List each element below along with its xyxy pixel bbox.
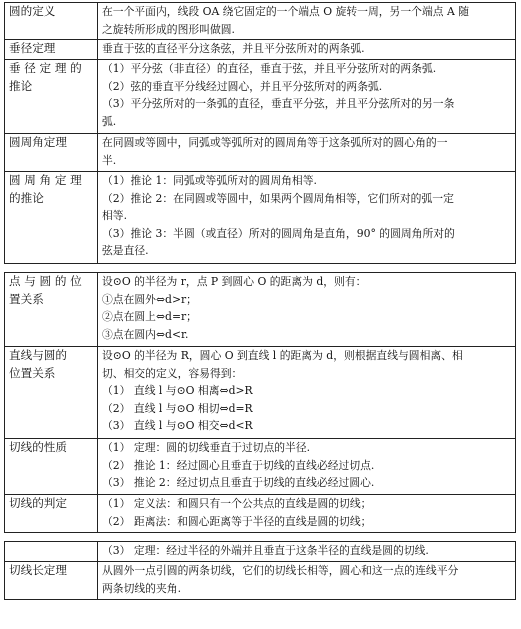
- content-line: （3） 推论 2：经过切点且垂直于切线的直线必经过圆心.: [102, 476, 375, 490]
- row-perpendicular-bisector-theorem: [5, 40, 516, 60]
- content-line: 设⊙O 的半径为 R，圆心 O 到直线 l 的距离为 d，则根据直线与圆相离、相: [102, 349, 463, 362]
- row-line-circle-position: [5, 347, 516, 439]
- content-line: 在一个平面内，线段 OA 绕它固定的一个端点 O 旋转一周，另一个端点 A 随: [102, 5, 469, 18]
- term-cell: [5, 495, 98, 533]
- term-text: 圆周角定理: [9, 135, 67, 149]
- row-tangent-criteria-continued: [5, 542, 516, 562]
- content-cell: [98, 542, 516, 562]
- content-line: 半.: [102, 153, 117, 167]
- content-line: 设⊙O 的半径为 r，点 P 到圆心 O 的距离为 d，则有：: [102, 275, 367, 288]
- content-line: （1） 直线 l 与⊙O 相离⇔d>R: [102, 384, 253, 398]
- content-line: （3） 直线 l 与⊙O 相交⇔d<R: [102, 419, 253, 433]
- term-cell: [5, 439, 98, 495]
- content-line: （1） 定理：圆的切线垂直于过切点的半径.: [102, 441, 311, 454]
- term-cell: [5, 347, 98, 439]
- content-cell: [98, 562, 516, 600]
- content-line: （3）推论 3：半圆（或直径）所对的圆周角是直角，90° 的圆周角所对的: [102, 226, 455, 240]
- content-cell: [98, 3, 516, 40]
- content-line: 相等.: [102, 209, 128, 223]
- row-tangent-properties: [5, 439, 516, 495]
- term-cell: [5, 40, 98, 60]
- content-line: （3）平分弦所对的一条弧的直径，垂直平分弦，并且平分弦所对的另一条: [102, 97, 455, 111]
- term-text: 的推论: [9, 190, 44, 205]
- content-line: 之旋转所形成的图形叫做圆.: [102, 22, 235, 36]
- content-line: 从圆外一点引圆的两条切线，它们的切线长相等，圆心和这一点的连线平分: [102, 564, 459, 577]
- term-cell-empty: [5, 542, 98, 562]
- term-text: 位置关系: [9, 365, 56, 380]
- circle-theorems-table-bottom: [4, 541, 516, 600]
- term-text: 置关系: [9, 291, 44, 306]
- content-cell: [98, 134, 516, 172]
- table-gap: [4, 264, 516, 272]
- row-point-circle-position: [5, 273, 516, 347]
- term-cell: [5, 60, 98, 134]
- term-text: 点 与 圆 的 位: [9, 274, 82, 288]
- term-text: 切线长定理: [9, 563, 67, 577]
- row-inscribed-angle-inference: [5, 172, 516, 264]
- circle-theorems-table-top: [4, 2, 516, 264]
- table-gap: [4, 533, 516, 541]
- content-cell: [98, 60, 516, 134]
- content-cell: [98, 40, 516, 60]
- content-line: （2） 距离法：和圆心距离等于半径的直线是圆的切线；: [102, 514, 372, 528]
- term-text: 切线的判定: [9, 496, 67, 510]
- content-line: 切、相交的定义，容易得到：: [102, 366, 243, 380]
- content-line: ②点在圆上⇔d=r；: [102, 310, 197, 324]
- term-cell: [5, 172, 98, 264]
- term-cell: [5, 562, 98, 600]
- content-line: （3） 定理：经过半径的外端并且垂直于这条半径的直线是圆的切线.: [102, 544, 429, 557]
- term-text: 切线的性质: [9, 440, 67, 454]
- row-circle-definition: [5, 3, 516, 40]
- term-cell: [5, 134, 98, 172]
- content-line: 弧.: [102, 114, 117, 128]
- term-text: 垂 径 定 理 的: [9, 61, 82, 75]
- term-text: 圆的定义: [9, 4, 56, 18]
- row-perpendicular-bisector-inference: [5, 60, 516, 134]
- content-cell: [98, 273, 516, 347]
- term-cell: [5, 273, 98, 347]
- content-cell: [98, 439, 516, 495]
- content-line: （1） 定义法：和圆只有一个公共点的直线是圆的切线；: [102, 497, 372, 510]
- content-line: （2）推论 2：在同圆或等圆中，如果两个圆周角相等，它们所对的弧一定: [102, 191, 454, 205]
- term-text: 直线与圆的: [9, 348, 67, 362]
- content-line: （2） 直线 l 与⊙O 相切⇔d=R: [102, 401, 253, 415]
- content-line: （1）平分弦（非直径）的直径，垂直于弦，并且平分弦所对的两条弧.: [102, 62, 437, 75]
- knowledge-sheet: [4, 2, 516, 600]
- circle-theorems-table-middle: [4, 272, 516, 533]
- content-line: ③点在圆内⇔d<r.: [102, 327, 189, 341]
- content-cell: [98, 495, 516, 533]
- term-text: 推论: [9, 78, 33, 93]
- term-text: 垂径定理: [9, 41, 56, 55]
- term-text: 圆 周 角 定 理: [9, 173, 82, 187]
- content-line: 弦是直径.: [102, 244, 149, 258]
- content-cell: [98, 347, 516, 439]
- content-line: （2）弦的垂直平分线经过圆心，并且平分弦所对的两条弧.: [102, 79, 383, 93]
- term-cell: [5, 3, 98, 40]
- content-line: 两条切线的夹角.: [102, 581, 182, 595]
- content-line: ①点在圆外⇔d>r；: [102, 292, 197, 306]
- content-line: 在同圆或等圆中，同弧或等弧所对的圆周角等于这条弧所对的圆心角的一: [102, 136, 448, 149]
- content-line: （2） 推论 1：经过圆心且垂直于切线的直线必经过切点.: [102, 458, 375, 472]
- row-tangent-criteria: [5, 495, 516, 533]
- row-inscribed-angle-theorem: [5, 134, 516, 172]
- content-cell: [98, 172, 516, 264]
- content-line: 垂直于弦的直径平分这条弦，并且平分弦所对的两条弧.: [102, 42, 365, 55]
- row-tangent-length-theorem: [5, 562, 516, 600]
- content-line: （1）推论 1：同弧或等弧所对的圆周角相等.: [102, 174, 317, 187]
